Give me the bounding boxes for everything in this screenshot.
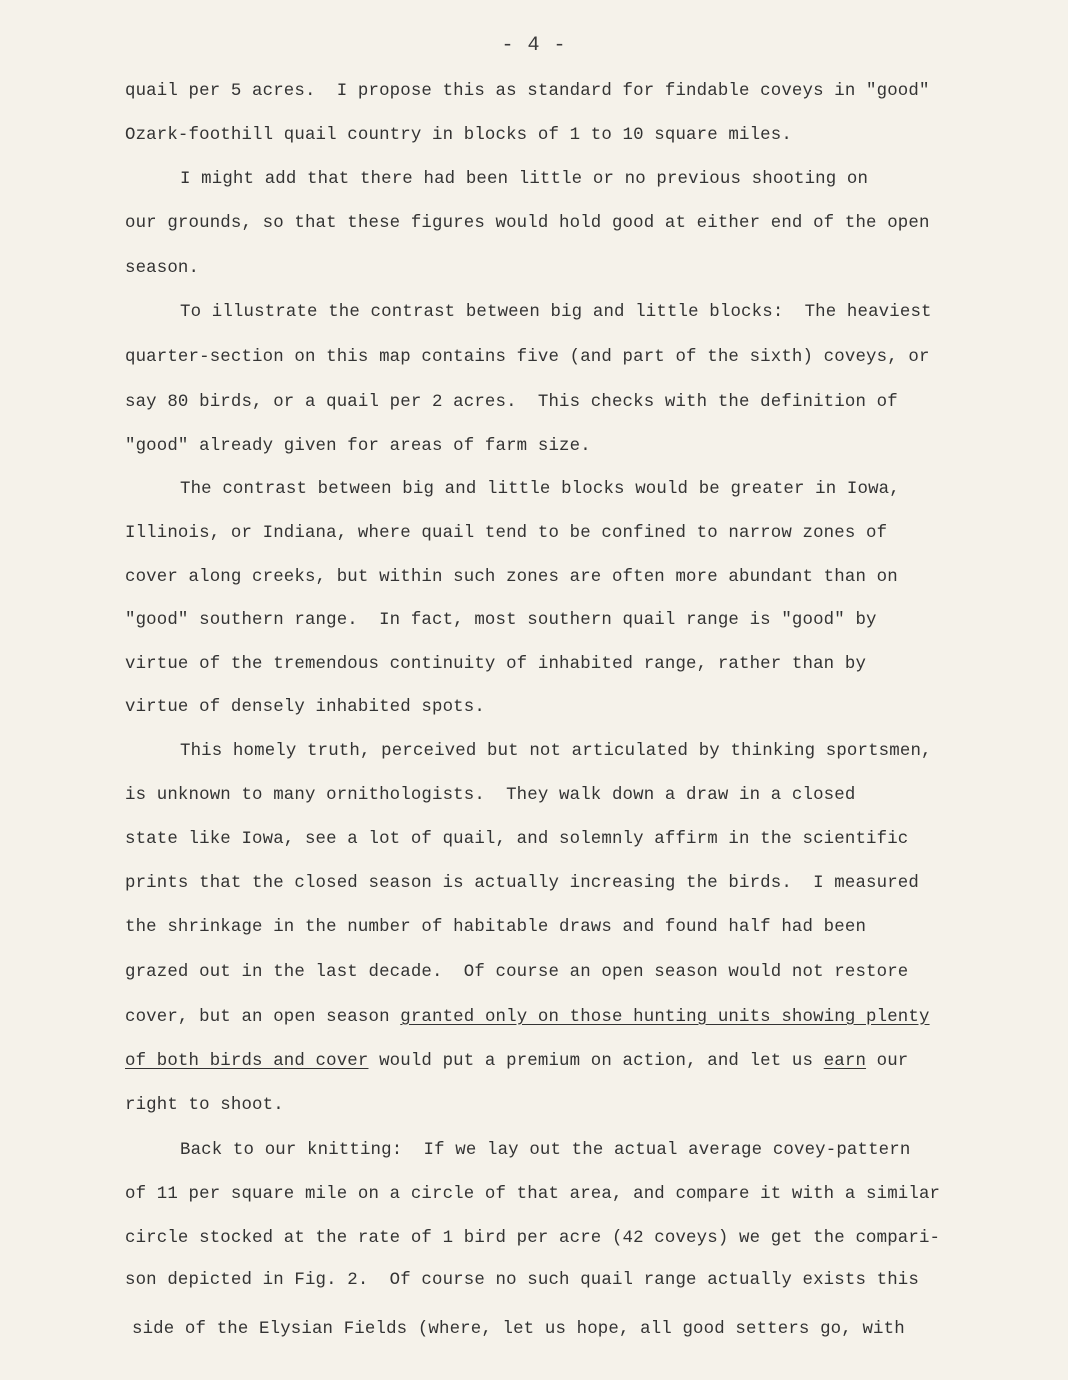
text-line: the shrinkage in the number of habitable draws and found half had been (125, 918, 867, 937)
text-run: our (866, 1052, 909, 1071)
text-line: To illustrate the contrast between big and little blocks: The heaviest (180, 303, 932, 322)
text-line: Ozark-foothill quail country in blocks of 1 to 10 square miles. (125, 126, 792, 145)
text-line: our grounds, so that these figures would hold good at either end of the open (125, 214, 930, 233)
text-line: state like Iowa, see a lot of quail, and solemnly affirm in the scientific (125, 830, 909, 849)
underlined-text: earn (823, 1052, 867, 1071)
text-line (125, 1051, 908, 1073)
text-line: Back to our knitting: If we lay out the actual average covey-pattern (180, 1141, 911, 1160)
text-line: son depicted in Fig. 2. Of course no such quail range actually exists this (125, 1271, 919, 1290)
text-line: grazed out in the last decade. Of course an open season would not restore (125, 963, 909, 982)
text-line: The contrast between big and little blocks would be greater in Iowa, (180, 480, 900, 499)
text-line: season. (125, 259, 200, 278)
text-line: quarter-section on this map contains five (and part of the sixth) coveys, or (125, 348, 930, 367)
text-line: say 80 birds, or a quail per 2 acres. This checks with the definition of (125, 393, 898, 412)
text-line: is unknown to many ornithologists. They walk down a draw in a closed (125, 786, 856, 805)
text-line: of 11 per square mile on a circle of that area, and compare it with a similar (125, 1185, 941, 1204)
text-run: would put a premium on action, and let us (368, 1052, 824, 1071)
text-line: circle stocked at the rate of 1 bird per acre (42 coveys) we get the compari- (125, 1229, 941, 1248)
text-line: virtue of densely inhabited spots. (125, 698, 485, 717)
underlined-text: of both birds and cover (125, 1052, 369, 1071)
text-line: quail per 5 acres. I propose this as standard for findable coveys in "good" (125, 82, 930, 101)
text-line: I might add that there had been little or no previous shooting on (180, 170, 869, 189)
text-line: "good" southern range. In fact, most southern quail range is "good" by (125, 611, 877, 630)
text-line: virtue of the tremendous continuity of inhabited range, rather than by (125, 655, 867, 674)
text-line: prints that the closed season is actually increasing the birds. I measured (125, 874, 919, 893)
page-number: - 4 - (501, 34, 567, 57)
text-line: Illinois, or Indiana, where quail tend to be confined to narrow zones of (125, 524, 888, 543)
text-line: right to shoot. (125, 1096, 284, 1115)
text-run: cover, but an open season (125, 1008, 401, 1027)
text-line: "good" already given for areas of farm size. (125, 437, 591, 456)
underlined-text: granted only on those hunting units showing plenty (400, 1008, 930, 1027)
text-line: cover along creeks, but within such zones are often more abundant than on (125, 568, 898, 587)
text-line (125, 1007, 930, 1029)
text-line: This homely truth, perceived but not articulated by thinking sportsmen, (180, 742, 932, 761)
text-line: side of the Elysian Fields (where, let us hope, all good setters go, with (132, 1320, 905, 1339)
